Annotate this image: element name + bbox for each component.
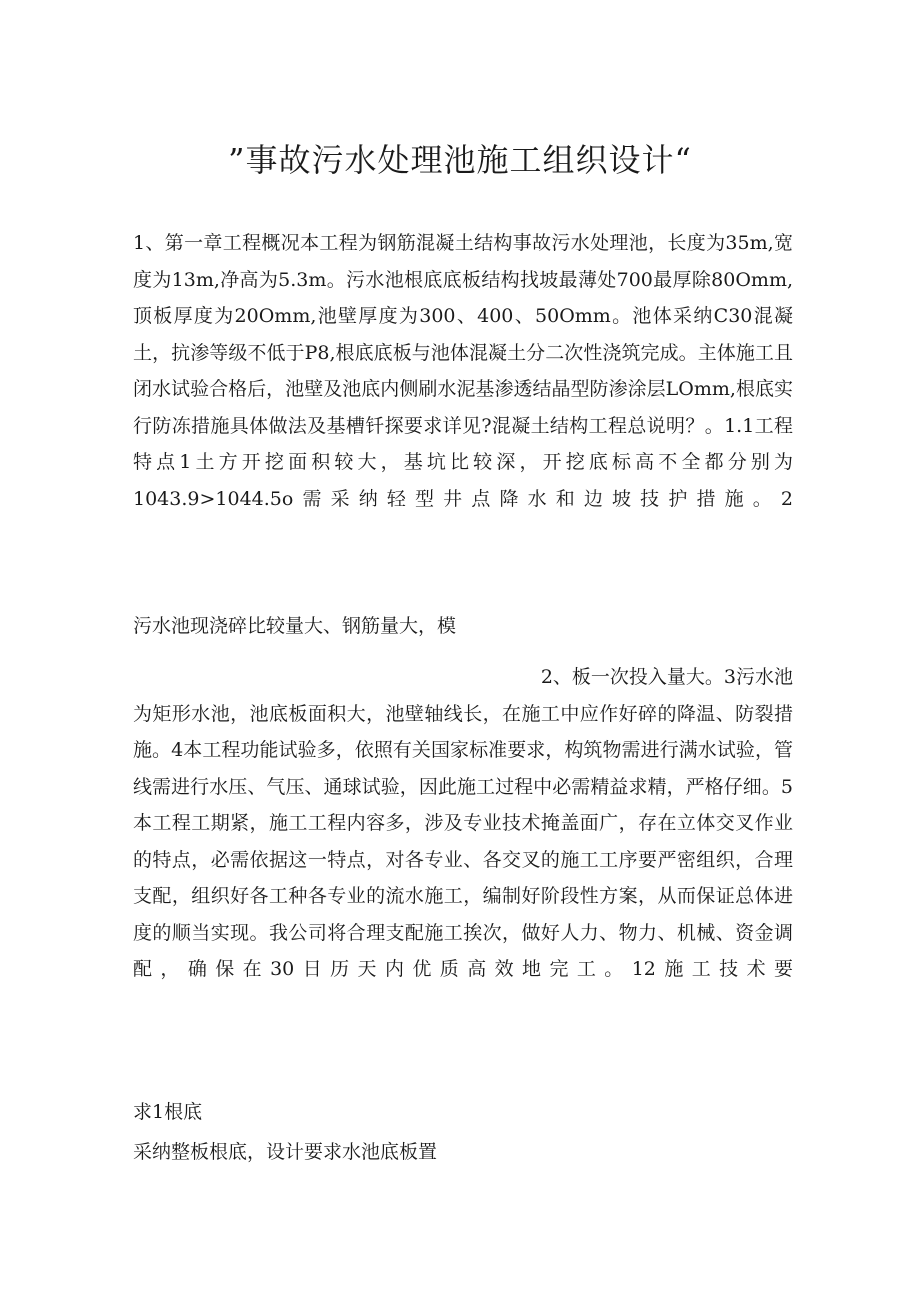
- document-title: ”事故污水处理池施工组织设计“: [228, 141, 692, 179]
- paragraph-construction-features: 为矩形水池，池底板面积大，池壁轴线长，在施工中应作好碎的降温、防裂措施。4本工程功能试验多，依照有关国家标准要求，构筑物需进行满水试验，管线需进行水压、气压、通球试验，因此施工过程中必需精益求精，严格仔细。5本工程工期紧，施工工程内容多，涉及专业技术掩盖面广，存在立体交叉作业的特点，必需依据这一特点，对各专业、各交叉的施工工序要严密组织，合理支配，组织好各工种各专业的流水施工，编制好阶段性方案，从而保证总体进度的顺当实现。我公司将合理支配施工挨次，做好人力、物力、机械、资金调配，确保在30日历天内优质高效地完工。12施工技术要: [133, 702, 793, 980]
- paragraph-formwork-first-line: 2、板一次投入量大。3污水池: [540, 666, 793, 688]
- paragraph-foundation: 采纳整板根底，设计要求水池底板置: [133, 1141, 438, 1163]
- paragraph-project-overview-tail: 污水池现浇碎比较量大、钢筋量大，模: [133, 615, 457, 637]
- paragraph-construction-features-tail: 求1根底: [133, 1101, 203, 1123]
- paragraph-project-overview: 1、第一章工程概况本工程为钢筋混凝土结构事故污水处理池，长度为35m,宽度为13m,净高为5.3m。污水池根底底板结构找坡最薄处700最厚除80Omm,顶板厚度为20Omm,池壁厚度为300、400、50Omm。池体采纳C30混凝土，抗渗等级不低于P8,根底底板与池体混凝土分二次性浇筑完成。主体施工且闭水试验合格后，池壁及池底内侧刷水泥基渗透结晶型防渗涂层LOmm,根底实行防冻措施具体做法及基槽钎探要求详见?混凝土结构工程总说明？。1.1工程特点1土方开挖面积较大，基坑比较深，开挖底标高不全都分别为1043.9>1044.5o需采纳轻型井点降水和边坡技护措施。2: [133, 232, 793, 510]
